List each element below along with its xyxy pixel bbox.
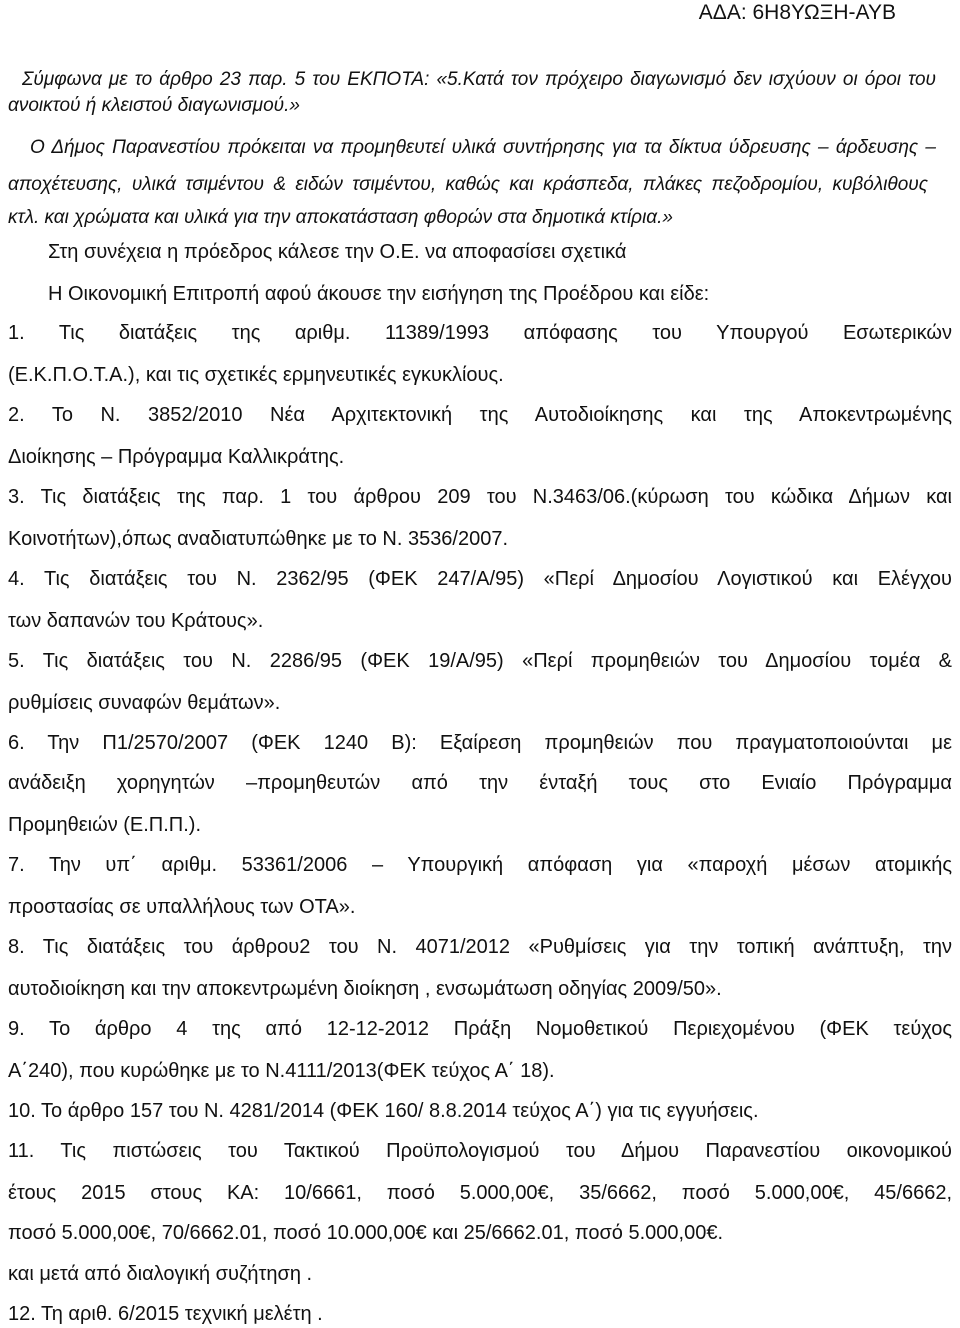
text-line: Σύμφωνα με το άρθρο 23 παρ. 5 του ΕΚΠΟΤΑ: «5.Κατά τον πρόχειρο διαγωνισμό δεν ισχύουν οι όροι του [22, 69, 936, 90]
text-line: Στη συνέχεια η πρόεδρος κάλεσε την Ο.Ε. να αποφασίσει σχετικά [48, 241, 627, 263]
text-line: 7. Την υπ΄ αριθμ. 53361/2006 – Υπουργική απόφαση για «παροχή μέσων ατομικής [8, 854, 952, 876]
text-line: 10. Το άρθρο 157 του Ν. 4281/2014 (ΦΕΚ 160/ 8.8.2014 τεύχος Α΄) για τις εγγυήσεις. [8, 1100, 759, 1122]
text-line: 1. Τις διατάξεις της αριθμ. 11389/1993 απόφασης του Υπουργού Εσωτερικών [8, 322, 952, 344]
text-line: Κοινοτήτων),όπως αναδιατυπώθηκε με το Ν. 3536/2007. [8, 528, 509, 550]
text-line: κτλ. και χρώματα και υλικά για την αποκατάσταση φθορών στα δημοτικά κτίρια.» [8, 207, 673, 228]
text-line: 4. Τις διατάξεις του Ν. 2362/95 (ΦΕΚ 247/Α/95) «Περί Δημοσίου Λογιστικού και Ελέγχου [8, 568, 952, 590]
text-line: Διοίκησης – Πρόγραμμα Καλλικράτης. [8, 446, 345, 468]
text-line: 5. Τις διατάξεις του Ν. 2286/95 (ΦΕΚ 19/Α/95) «Περί προμηθειών του Δημοσίου τομέα & [8, 650, 952, 672]
ada-code: ΑΔΑ: 6Η8ΥΩΞΗ-ΑΥΒ [698, 1, 896, 24]
text-line: 2. Το Ν. 3852/2010 Νέα Αρχιτεκτονική της Αυτοδιοίκησης και της Αποκεντρωμένης [8, 404, 952, 426]
text-line: (Ε.Κ.Π.Ο.Τ.Α.), και τις σχετικές ερμηνευτικές εγκυκλίους. [8, 364, 504, 386]
text-line: 9. Το άρθρο 4 της από 12-12-2012 Πράξη Νομοθετικού Περιεχομένου (ΦΕΚ τεύχος [8, 1018, 952, 1040]
text-line: Η Οικονομική Επιτροπή αφού άκουσε την εισήγηση της Προέδρου και είδε: [48, 283, 710, 305]
text-line: 12. Τη αριθ. 6/2015 τεχνική μελέτη . [8, 1303, 323, 1325]
text-line: αποχέτευσης, υλικά τσιμέντου & ειδών τσιμέντου, καθώς και κράσπεδα, πλάκες πεζοδρομίου, κυβόλιθους [8, 174, 928, 195]
text-line: 11. Τις πιστώσεις του Τακτικού Προϋπολογισμού του Δήμου Παρανεστίου οικονομικού [8, 1140, 952, 1162]
text-line: αυτοδιοίκηση και την αποκεντρωμένη διοίκηση , ενσωμάτωση οδηγίας 2009/50». [8, 978, 722, 1000]
text-line: 8. Τις διατάξεις του άρθρου2 του Ν. 4071/2012 «Ρυθμίσεις για την τοπική ανάπτυξη, την [8, 936, 952, 958]
text-line: και μετά από διαλογική συζήτηση . [8, 1263, 313, 1285]
text-line: 3. Τις διατάξεις της παρ. 1 του άρθρου 209 του Ν.3463/06.(κύρωση του κώδικα Δήμων και [8, 486, 952, 508]
text-line: Α΄240), που κυρώθηκε με το Ν.4111/2013(ΦΕΚ τεύχος Α΄ 18). [8, 1060, 555, 1082]
text-line: προστασίας σε υπαλλήλους των ΟΤΑ». [8, 896, 356, 918]
text-line: ρυθμίσεις συναφών θεμάτων». [8, 692, 281, 714]
text-line: Προμηθειών (Ε.Π.Π.). [8, 814, 202, 836]
text-line: Ο Δήμος Παρανεστίου πρόκειται να προμηθευτεί υλικά συντήρησης για τα δίκτυα ύδρευσης – άρδευσης – [30, 137, 936, 158]
text-line: ποσό 5.000,00€, 70/6662.01, ποσό 10.000,00€ και 25/6662.01, ποσό 5.000,00€. [8, 1222, 723, 1244]
text-line: ανάδειξη χορηγητών –προμηθευτών από την ένταξή τους στο Ενιαίο Πρόγραμμα [8, 772, 952, 794]
text-line: 6. Την Π1/2570/2007 (ΦΕΚ 1240 Β): Εξαίρεση προμηθειών που πραγματοποιούνται με [8, 732, 952, 754]
text-line: ανοικτού ή κλειστού διαγωνισμού.» [8, 95, 300, 116]
text-line: έτους 2015 στους ΚΑ: 10/6661, ποσό 5.000,00€, 35/6662, ποσό 5.000,00€, 45/6662, [8, 1182, 952, 1204]
text-line: των δαπανών του Κράτους». [8, 610, 264, 632]
